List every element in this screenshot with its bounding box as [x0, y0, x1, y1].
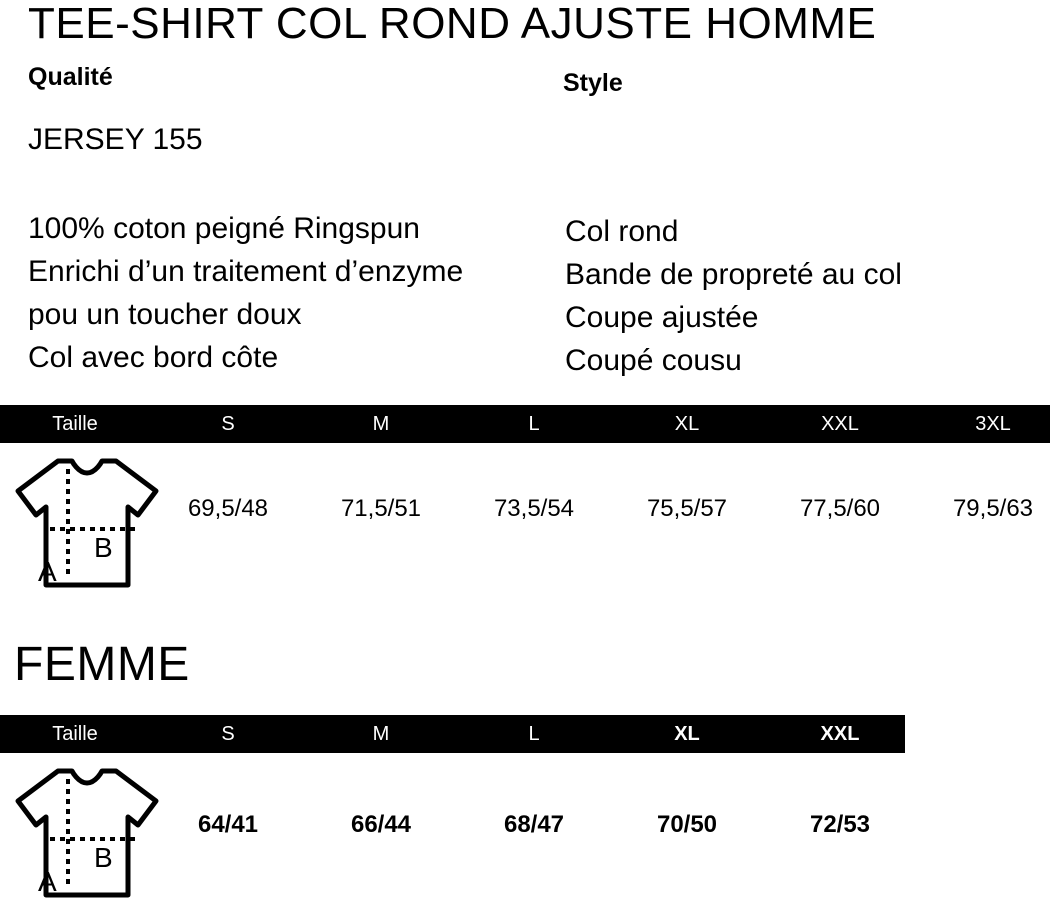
shirt-label-b: B [94, 842, 113, 873]
men-header-size: XXL [821, 413, 859, 435]
tshirt-diagram [10, 453, 165, 598]
women-measurement: 64/41 [197, 811, 259, 838]
style-heading: Style [563, 69, 623, 97]
women-measurement: 68/47 [503, 811, 565, 838]
quality-line: pou un toucher doux [28, 298, 302, 331]
women-measurement: 66/44 [350, 811, 412, 838]
men-measurement: 71,5/51 [340, 495, 422, 522]
style-line: Coupé cousu [565, 344, 742, 377]
femme-heading: FEMME [14, 638, 190, 691]
women-table-values [0, 753, 905, 903]
quality-line: Enrichi d’un traitement d’enzyme [28, 255, 464, 288]
style-line: Col rond [565, 215, 679, 248]
style-description [565, 210, 902, 382]
shirt-label-a: A [38, 556, 57, 587]
men-measurement: 77,5/60 [799, 495, 881, 522]
men-table-values [0, 443, 1050, 593]
men-header-size: 3XL [975, 413, 1011, 435]
style-line: Bande de propreté au col [565, 258, 902, 291]
women-measurement: 72/53 [809, 811, 871, 838]
quality-description [28, 207, 463, 379]
men-header-size: M [372, 413, 390, 435]
quality-value: JERSEY 155 [28, 123, 203, 156]
women-measurement: 70/50 [656, 811, 718, 838]
women-header-size: L [528, 723, 540, 745]
men-measurement: 69,5/48 [187, 495, 269, 522]
women-table-header [0, 715, 905, 753]
men-measurement: 79,5/63 [952, 495, 1034, 522]
tshirt-diagram [10, 763, 165, 908]
men-header-size: L [528, 413, 540, 435]
men-measurement: 73,5/54 [493, 495, 575, 522]
shirt-label-b: B [94, 532, 113, 563]
women-header-size: XL [674, 723, 700, 745]
women-header-size: S [221, 723, 235, 745]
men-header-size: XL [674, 413, 700, 435]
quality-line: Col avec bord côte [28, 341, 279, 374]
men-header-label: Taille [52, 413, 98, 435]
quality-line: 100% coton peigné Ringspun [28, 212, 420, 245]
men-header-size: S [221, 413, 235, 435]
style-line: Coupe ajustée [565, 301, 759, 334]
women-header-size: M [372, 723, 390, 745]
men-table-header [0, 405, 1050, 443]
shirt-label-a: A [38, 866, 57, 897]
men-size-table [0, 405, 1050, 593]
quality-heading: Qualité [28, 63, 113, 91]
women-size-table [0, 715, 905, 903]
women-header-size: XXL [820, 723, 860, 745]
men-measurement: 75,5/57 [646, 495, 728, 522]
women-header-label: Taille [52, 723, 98, 745]
page-title: TEE-SHIRT COL ROND AJUSTE HOMME [28, 0, 877, 48]
